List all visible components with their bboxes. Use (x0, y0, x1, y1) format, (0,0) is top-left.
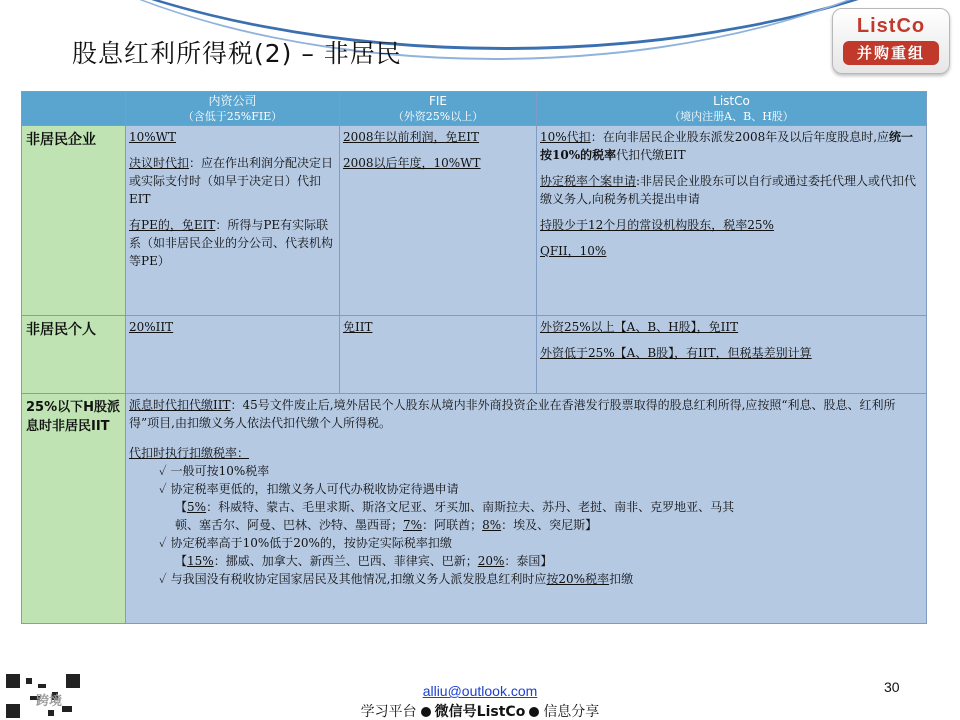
tax-table (21, 91, 926, 624)
page-title: 股息红利所得税(2) – 非居民 (72, 39, 402, 68)
treaty-detail-line: 【5%：科威特、蒙古、毛里求斯、斯洛文尼亚、牙买加、南斯拉夫、苏丹、老挝、南非、克罗地亚、马其 (175, 500, 735, 514)
row-label-individual: 非居民个人 (22, 316, 126, 394)
cell-hshare-detail: 派息时代扣代缴IIT：45号文件废止后,境外居民个人股东从境内非外商投资企业在香港发行股票取得的股息红利所得,应按照“利息、股息、红利所得”项目,由扣缴义务人依法代扣代缴个人所得税。 代扣时执行扣缴税率： ✓ 一般可按10%税率 ✓ 协定税率更低的，扣缴义务人可代办税收协定待遇申请 【5%：科威特、蒙古、毛里求斯、斯洛文尼亚、牙买加、南斯拉夫、苏丹、老挝、南非、克罗地亚、马其 顿、塞舌尔、阿曼、巴林、沙特、墨西哥；7%：阿联酋；8%：埃及、突尼斯】 ✓ 协定税率高于10%低于20%的，按协定实际税率扣缴 【15%：挪威、加拿大、新西兰、巴西、菲律宾、巴新；20%：泰国】 ✓ 与我国没有税收协定国家居民及其他情况,扣缴义务人派发股息红利时应按20%税率扣缴 (126, 394, 927, 624)
list-item: ✓ 协定税率更低的，扣缴义务人可代办税收协定待遇申请 (159, 482, 459, 496)
cell-enterprise-domestic: 10%WT 决议时代扣：应在作出利润分配决定日或实际支付时（如早于决定日）代扣EIT 有PE的，免EIT：所得与PE有实际联系（如非居民企业的分公司、代表机构等PE） (126, 126, 340, 316)
list-item: ✓ 与我国没有税收协定国家居民及其他情况,扣缴义务人派发股息红利时应按20%税率扣缴 (159, 572, 634, 586)
treaty-detail-line: 【15%：挪威、加拿大、新西兰、巴西、菲律宾、巴新；20%：泰国】 (175, 554, 553, 568)
cell-individual-domestic: 20%IIT (126, 316, 340, 394)
table-row (22, 394, 927, 624)
page-number: 30 (884, 679, 900, 695)
table-header-row (22, 92, 927, 126)
column-header-fie: FIE （外资25%以上） (340, 92, 537, 126)
table-row (22, 126, 927, 316)
footer-brand: 跨境 (36, 694, 63, 709)
table-row (22, 316, 927, 394)
cell-enterprise-fie: 2008年以前利润，免EIT 2008以后年度，10%WT (340, 126, 537, 316)
treaty-detail-line: 顿、塞舌尔、阿曼、巴林、沙特、墨西哥；7%：阿联酋；8%：埃及、突尼斯】 (175, 518, 598, 532)
listco-logo (832, 8, 950, 74)
bullet-dot-icon (529, 707, 539, 717)
list-item: ✓ 一般可按10%税率 (159, 464, 270, 478)
bullet-dot-icon (421, 707, 431, 717)
footer-tagline: 学习平台 微信号ListCo 信息分享 (360, 704, 600, 720)
list-item: ✓ 协定税率高于10%低于20%的，按协定实际税率扣缴 (159, 536, 452, 550)
cell-enterprise-listco: 10%代扣：在向非居民企业股东派发2008年及以后年度股息时,应统一按10%的税率代扣代缴EIT 协定税率个案申请:非居民企业股东可以自行或通过委托代理人或代扣代缴义务人,向税务机关提出申请 持股少于12个月的常设机构股东，税率25% QFII，10% (537, 126, 927, 316)
cell-individual-fie: 免IIT (340, 316, 537, 394)
row-label-enterprise: 非居民企业 (22, 126, 126, 316)
cell-individual-listco: 外资25%以上【A、B、H股】，免IIT 外资低于25%【A、B股】，有IIT，但税基差别计算 (537, 316, 927, 394)
header-corner (22, 92, 126, 126)
logo-text-bottom: 并购重组 (843, 41, 939, 65)
email-link[interactable]: alliu@outlook.com (422, 683, 538, 699)
column-header-domestic: 内资公司 （含低于25%FIE） (126, 92, 340, 126)
logo-text-top: ListCo (856, 15, 926, 37)
row-label-hshare: 25%以下H股派息时非居民IIT (22, 394, 126, 624)
column-header-listco: ListCo （境内注册A、B、H股） (537, 92, 927, 126)
